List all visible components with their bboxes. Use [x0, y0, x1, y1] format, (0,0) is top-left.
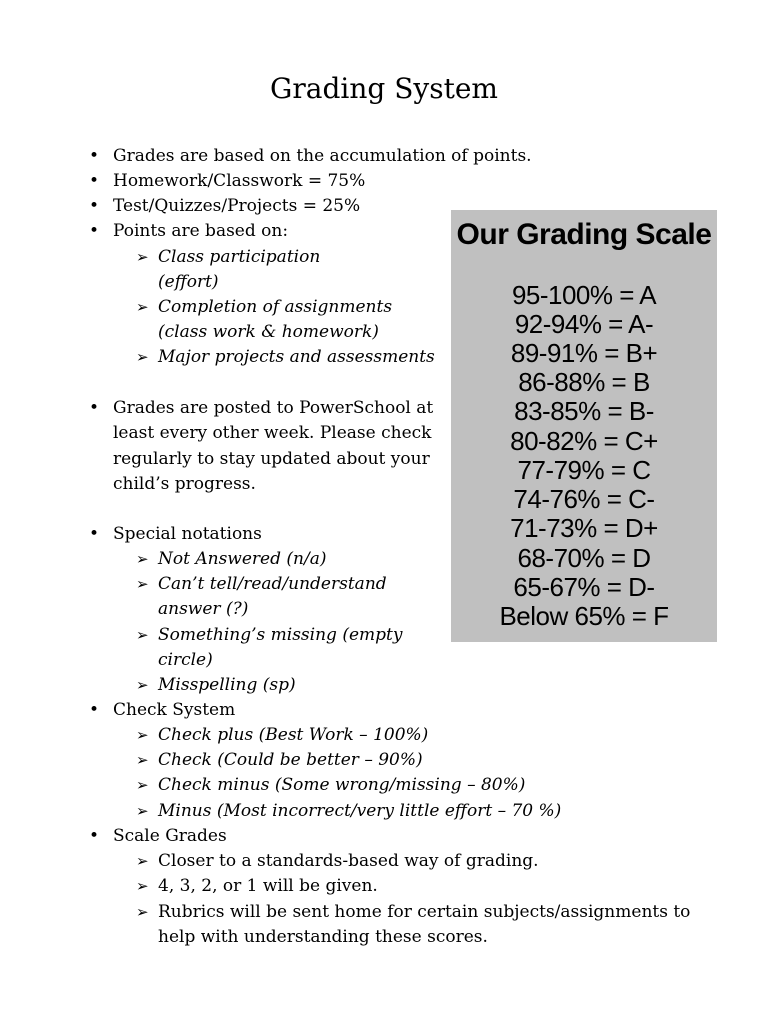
list-subitem: Major projects and assessments — [158, 347, 435, 367]
list-subitem: Rubrics will be sent home for certain subjects/assignments to — [158, 902, 691, 922]
bullet-icon: • — [89, 146, 100, 166]
list-item: Grades are based on the accumulation of points. — [113, 146, 532, 166]
arrow-icon: ➢ — [136, 852, 149, 870]
list-subitem: Can’t tell/read/understand — [158, 574, 387, 594]
list-subitem: (effort) — [158, 272, 219, 292]
arrow-icon: ➢ — [136, 726, 149, 744]
bullet-icon: • — [89, 826, 100, 846]
list-subitem: Check (Could be better – 90%) — [158, 750, 423, 770]
arrow-icon: ➢ — [136, 903, 149, 921]
arrow-icon: ➢ — [136, 676, 149, 694]
grade-row: 83-85% = B- — [514, 396, 654, 426]
arrow-icon: ➢ — [136, 298, 149, 316]
grade-row: 80-82% = C+ — [510, 426, 658, 456]
list-subitem: Class participation — [158, 247, 321, 267]
list-item-line: regularly to stay updated about your — [113, 449, 430, 469]
list-subitem: circle) — [158, 650, 213, 670]
list-item: Test/Quizzes/Projects = 25% — [113, 196, 361, 216]
list-subitem: Not Answered (n/a) — [158, 549, 327, 569]
arrow-icon: ➢ — [136, 751, 149, 769]
list-item-line: child’s progress. — [113, 474, 256, 494]
grade-row: 77-79% = C — [517, 455, 651, 485]
list-item: Scale Grades — [113, 826, 227, 846]
grade-row: 92-94% = A- — [514, 309, 654, 339]
bullet-icon: • — [89, 524, 100, 544]
grade-row: 74-76% = C- — [513, 484, 655, 514]
grade-row: 68-70% = D — [517, 543, 651, 573]
page-title: Grading System — [270, 72, 498, 105]
arrow-icon: ➢ — [136, 575, 149, 593]
list-subitem: help with understanding these scores. — [158, 927, 488, 947]
grade-row: Below 65% = F — [499, 601, 669, 631]
list-subitem: answer (?) — [158, 599, 249, 619]
grade-row: 65-67% = D- — [513, 572, 655, 602]
grade-row: 71-73% = D+ — [510, 513, 658, 543]
bullet-icon: • — [89, 196, 100, 216]
list-subitem: 4, 3, 2, or 1 will be given. — [158, 876, 378, 896]
arrow-icon: ➢ — [136, 802, 149, 820]
arrow-icon: ➢ — [136, 348, 149, 366]
bullet-icon: • — [89, 700, 100, 720]
arrow-icon: ➢ — [136, 626, 149, 644]
list-item: Grades are posted to PowerSchool at — [113, 398, 434, 418]
grade-row: 89-91% = B+ — [510, 338, 658, 368]
list-item: Special notations — [113, 524, 262, 544]
list-subitem: Check minus (Some wrong/missing – 80%) — [158, 775, 526, 795]
grading-scale-title: Our Grading Scale — [456, 218, 712, 251]
list-item-line: least every other week. Please check — [113, 423, 432, 443]
list-subitem: Completion of assignments — [158, 297, 393, 317]
list-subitem: Something’s missing (empty — [158, 625, 403, 645]
list-subitem: Check plus (Best Work – 100%) — [158, 725, 429, 745]
list-item: Points are based on: — [113, 221, 289, 241]
list-item: Homework/Classwork = 75% — [113, 171, 366, 191]
list-item: Check System — [113, 700, 236, 720]
arrow-icon: ➢ — [136, 550, 149, 568]
grading-scale-box — [451, 210, 717, 642]
list-subitem: Misspelling (sp) — [158, 675, 296, 695]
list-subitem: (class work & homework) — [158, 322, 379, 342]
grade-row: 86-88% = B — [518, 367, 650, 397]
bullet-icon: • — [89, 398, 100, 418]
list-subitem: Minus (Most incorrect/very little effort – 70 %) — [158, 801, 562, 821]
arrow-icon: ➢ — [136, 776, 149, 794]
arrow-icon: ➢ — [136, 248, 149, 266]
bullet-icon: • — [89, 221, 100, 241]
list-subitem: Closer to a standards-based way of grading. — [158, 851, 539, 871]
arrow-icon: ➢ — [136, 877, 149, 895]
grade-row: 95-100% = A — [511, 280, 657, 310]
bullet-icon: • — [89, 171, 100, 191]
